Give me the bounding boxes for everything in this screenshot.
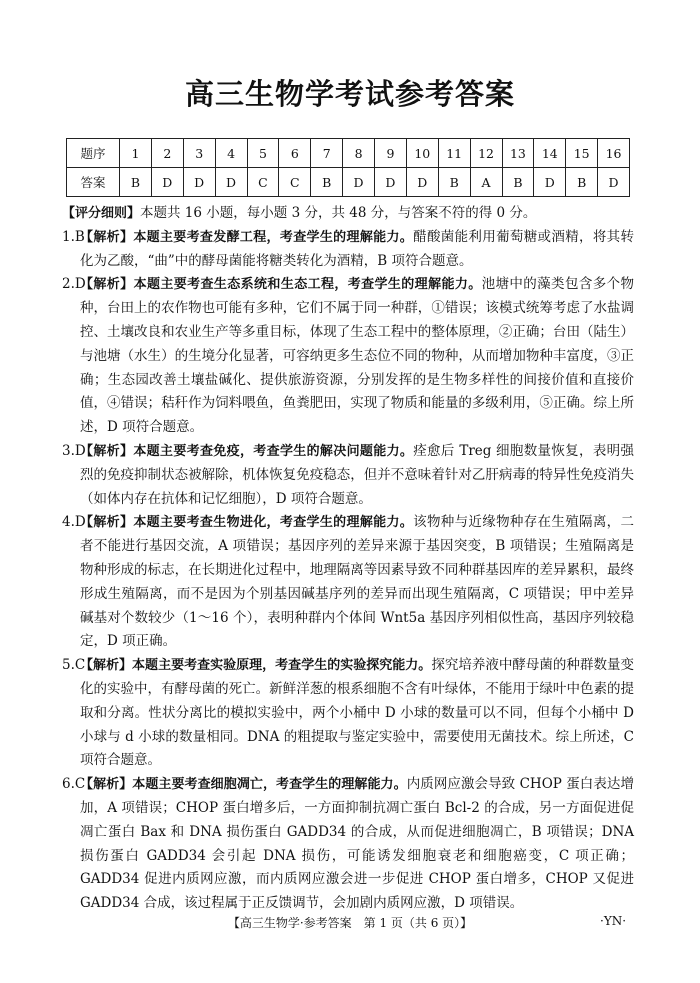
answer-cell: B [311,168,343,197]
question-number-cell: 16 [598,139,630,168]
question-number-cell: 8 [343,139,375,168]
question-number-cell: 9 [375,139,407,168]
answer-table-number-row [67,139,630,168]
explanation-lead: 本题主要考查发酵工程，考查学生的理解能力。 [133,229,414,245]
answer-table [66,138,630,197]
analysis-tag: 【解析】 [80,658,133,674]
analysis-tag: 【解析】 [80,443,134,459]
row-label-answer: 答案 [67,168,120,197]
answer-cell: D [151,168,183,197]
explanation-text: 池塘中的藻类包含多个物种，台田上的农作物也可能有多种，它们不属于同一种群，①错误；该模式统筹考虑了水盐调控、土壤改良和农业生产等多重目标，体现了生态工程中的整体原理，②正确；台田（陆生）与池塘（水生）的生境分化显著，可容纳更多生态位不同的物种，从而增加物种丰富度，③正确；生态园改善土壤盐碱化、提供旅游资源，分别发挥的是生物多样性的间接价值和直接价值，④错误；秸秆作为饲料喂鱼，鱼粪肥田，实现了物质和能量的多级利用，⑤正确。综上所述，D 项符合题意。 [80,276,634,436]
question-number-cell: 4 [215,139,247,168]
explanation-item [62,226,634,274]
answer-cell: D [183,168,215,197]
explanation-text: 醋酸菌能利用葡萄糖或酒精，将其转化为乙酸，“曲”中的酵母菌能将糖类转化为酒精，B 项符合题意。 [80,228,634,269]
explanation-text: 探究培养液中酵母菌的种群数量变化的实验中，有酵母菌的死亡。新鲜洋葱的根系细胞不含有叶绿体，不能用于绿叶中色素的提取和分离。性状分离比的模拟实验中，两个小桶中 D 小球的数量可以不同，但每个小桶中 D 小球与 d 小球的数量相同。DNA 的粗提取与鉴定实验中，需要使用无菌技术。综上所述，C 项符合题意。 [80,657,634,769]
question-number-cell: 6 [279,139,311,168]
explanation-lead: 本题主要考查细胞凋亡，考查学生的理解能力。 [132,777,407,793]
answer-cell: A [470,168,502,197]
answer-cell: B [438,168,470,197]
explanation-text: 内质网应激会导致 CHOP 蛋白表达增加，A 项错误；CHOP 蛋白增多后，一方面抑制抗凋亡蛋白 Bcl-2 的合成，另一方面促进促凋亡蛋白 Bax 和 DNA 损伤蛋白 GADD34 的合成，从而促进细胞凋亡，B 项错误；DNA 损伤蛋白 GADD34 会引起 DNA 损伤，可能诱发细胞衰老和细胞癌变，C 项正确；GADD34 促进内质网应激，而内质网应激会进一步促进 CHOP 蛋白增多，CHOP 又促进 GADD34 合成，该过程属于正反馈调节，会加剧内质网应激，D 项错误。 [80,776,634,912]
explanation-text: 痊愈后 Treg 细胞数量恢复，表明强烈的免疫抑制状态被解除，机体恢复免疫稳态，但并不意味着针对乙肝病毒的特异性免疫消失（如体内存在抗体和记忆细胞），D 项符合题意。 [80,442,634,507]
question-number-cell: 11 [438,139,470,168]
question-number-cell: 10 [406,139,438,168]
question-number-cell: 2 [151,139,183,168]
explanation-lead: 本题主要考查实验原理，考查学生的实验探究能力。 [132,658,432,674]
answer-cell: D [406,168,438,197]
analysis-tag: 【解析】 [80,277,134,293]
question-number-cell: 3 [183,139,215,168]
analysis-tag: 【解析】 [80,777,133,793]
question-number-cell: 14 [534,139,566,168]
explanations [62,202,634,916]
scoring-tag: 【评分细则】 [62,206,141,221]
answer-cell: B [566,168,598,197]
page-footer: 【高三生物学·参考答案 第 1 页（共 6 页）】 [227,916,473,930]
explanation-item [62,654,634,773]
question-number-cell: 12 [470,139,502,168]
question-answer-label: 6.C [62,776,86,793]
question-answer-label: 4.D [62,514,86,531]
answer-table-answer-row [67,168,630,197]
explanation-text: 该物种与近缘物种存在生殖隔离，二者不能进行基因交流，A 项错误；基因序列的差异来源于基因突变，B 项错误；生殖隔离是物种形成的标志，在长期进化过程中，地理隔离等因素导致不同种群基因库的差异累积，最终形成生殖隔离，而不是因为个别基因碱基序列的差异而出现生殖隔离，C 项错误；甲中差异碱基对个数较少（1～16 个），表明种群内个体间 Wnt5a 基因序列相似性高，基因序列较稳定，D 项正确。 [80,514,634,650]
explanation-lead: 本题主要考查生物进化，考查学生的理解能力。 [133,515,414,531]
question-answer-label: 5.C [62,657,86,674]
page-title: 高三生物学考试参考答案 [184,77,515,111]
analysis-tag: 【解析】 [80,515,134,531]
answer-cell: C [279,168,311,197]
question-number-cell: 13 [502,139,534,168]
answer-cell: D [534,168,566,197]
answer-cell: B [502,168,534,197]
answer-cell: D [598,168,630,197]
question-answer-label: 2.D [62,276,86,293]
scoring-text: 本题共 16 小题，每小题 3 分，共 48 分，与答案不符的得 0 分。 [140,205,537,221]
explanation-item [62,440,634,511]
row-label-number: 题序 [67,139,120,168]
answer-cell: D [215,168,247,197]
answer-cell: C [247,168,279,197]
question-number-cell: 7 [311,139,343,168]
explanation-item [62,773,634,916]
footer-region-mark: ·YN· [600,914,627,928]
question-answer-label: 3.D [62,442,86,459]
answer-cell: D [375,168,407,197]
question-number-cell: 15 [566,139,598,168]
scoring-rules [62,202,634,226]
explanation-lead: 本题主要考查免疫，考查学生的解决问题能力。 [133,443,414,459]
analysis-tag: 【解析】 [80,229,134,245]
explanation-lead: 本题主要考查生态系统和生态工程，考查学生的理解能力。 [133,277,482,293]
answer-cell: D [343,168,375,197]
question-answer-label: 1.B [62,228,85,245]
explanation-item [62,273,634,440]
question-number-cell: 5 [247,139,279,168]
question-number-cell: 1 [120,139,152,168]
explanation-item [62,511,634,654]
answer-cell: B [120,168,152,197]
